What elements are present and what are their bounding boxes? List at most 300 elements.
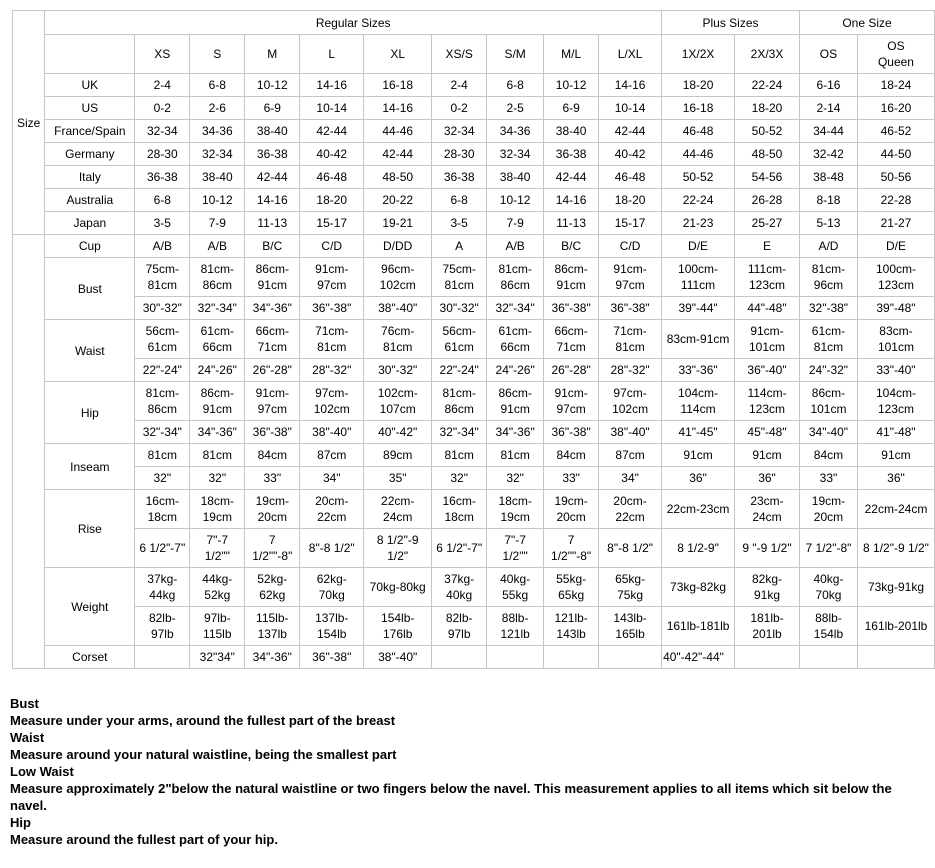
group-header-plus-sizes: Plus Sizes [662, 11, 800, 35]
size-value-cell: 15-17 [300, 212, 364, 235]
size-value-cell: 38-40 [190, 166, 245, 189]
size-value-cell: 2-4 [135, 74, 190, 97]
size-value-cell: 40-42 [300, 143, 364, 166]
metric-value-cell: 84cm [245, 444, 300, 467]
size-value-cell: 21-27 [857, 212, 934, 235]
imperial-value-cell: 7"-7 1/2"" [487, 529, 544, 568]
size-column-header: L/XL [599, 35, 662, 74]
metric-value-cell: 100cm-123cm [857, 258, 934, 297]
size-value-cell: 14-16 [544, 189, 599, 212]
imperial-value-cell: 32"-34" [190, 297, 245, 320]
size-value-cell: 14-16 [300, 74, 364, 97]
imperial-value-cell: 32" [487, 467, 544, 490]
metric-value-cell: 83cm-91cm [662, 320, 735, 359]
size-value-cell: 28-30 [135, 143, 190, 166]
size-value-cell: 54-56 [735, 166, 800, 189]
table-row [13, 359, 935, 382]
metric-value-cell: 23cm-24cm [735, 490, 800, 529]
table-row [13, 297, 935, 320]
imperial-value-cell: 36"-38" [599, 297, 662, 320]
metric-value-cell: 89cm [364, 444, 432, 467]
imperial-value-cell: 34"-36" [487, 421, 544, 444]
table-row [13, 258, 935, 297]
size-value-cell: 42-44 [599, 120, 662, 143]
size-value-cell: 34-44 [799, 120, 857, 143]
imperial-value-cell: 32"-38" [799, 297, 857, 320]
metric-value-cell: 61cm-66cm [487, 320, 544, 359]
size-value-cell: 5-13 [799, 212, 857, 235]
imperial-value-cell: 32"-34" [135, 421, 190, 444]
size-column-header: S/M [487, 35, 544, 74]
row-label-rise: Rise [45, 490, 135, 568]
table-row [13, 35, 935, 74]
size-value-cell: 46-52 [857, 120, 934, 143]
corset-value-cell [432, 646, 487, 669]
imperial-value-cell: 44"-48" [735, 297, 800, 320]
imperial-value-cell: 26"-28" [544, 359, 599, 382]
size-value-cell: 25-27 [735, 212, 800, 235]
size-chart-table [12, 10, 935, 669]
imperial-value-cell: 115lb-137lb [245, 607, 300, 646]
metric-value-cell: 52kg-62kg [245, 568, 300, 607]
row-label-hip: Hip [45, 382, 135, 444]
row-label-corset: Corset [45, 646, 135, 669]
imperial-value-cell: 82lb-97lb [135, 607, 190, 646]
size-value-cell: 6-16 [799, 74, 857, 97]
size-value-cell: 22-24 [662, 189, 735, 212]
imperial-value-cell: 9 "-9 1/2" [735, 529, 800, 568]
imperial-value-cell: 35" [364, 467, 432, 490]
cup-value-cell: A [432, 235, 487, 258]
corset-value-cell: 32"34" [190, 646, 245, 669]
imperial-value-cell: 45"-48" [735, 421, 800, 444]
imperial-value-cell: 34"-36" [190, 421, 245, 444]
metric-value-cell: 19cm-20cm [245, 490, 300, 529]
metric-value-cell: 91cm-97cm [599, 258, 662, 297]
size-value-cell: 0-2 [135, 97, 190, 120]
metric-value-cell: 18cm-19cm [487, 490, 544, 529]
metric-value-cell: 65kg-75kg [599, 568, 662, 607]
metric-value-cell: 81cm-86cm [432, 382, 487, 421]
metric-value-cell: 37kg-40kg [432, 568, 487, 607]
size-value-cell: 11-13 [245, 212, 300, 235]
metric-value-cell: 66cm-71cm [544, 320, 599, 359]
country-label: UK [45, 74, 135, 97]
imperial-value-cell: 26"-28" [245, 359, 300, 382]
metric-value-cell: 16cm-18cm [432, 490, 487, 529]
metric-value-cell: 44kg-52kg [190, 568, 245, 607]
table-row [13, 529, 935, 568]
cup-value-cell: A/B [135, 235, 190, 258]
size-value-cell: 6-8 [432, 189, 487, 212]
imperial-value-cell: 39"-44" [662, 297, 735, 320]
imperial-value-cell: 6 1/2"-7" [432, 529, 487, 568]
size-value-cell: 32-34 [135, 120, 190, 143]
cup-value-cell: B/C [245, 235, 300, 258]
table-row [13, 74, 935, 97]
imperial-value-cell: 32"-34" [432, 421, 487, 444]
metric-value-cell: 86cm-91cm [544, 258, 599, 297]
imperial-value-cell: 6 1/2"-7" [135, 529, 190, 568]
size-chart-body [13, 11, 935, 669]
side-blank-cell [13, 235, 45, 669]
metric-value-cell: 56cm-61cm [135, 320, 190, 359]
metric-value-cell: 86cm-91cm [245, 258, 300, 297]
cup-value-cell: A/D [799, 235, 857, 258]
size-value-cell: 50-52 [662, 166, 735, 189]
size-value-cell: 10-12 [245, 74, 300, 97]
size-value-cell: 18-20 [599, 189, 662, 212]
size-value-cell: 42-44 [245, 166, 300, 189]
imperial-value-cell: 41"-45" [662, 421, 735, 444]
table-row [13, 120, 935, 143]
size-value-cell: 38-40 [245, 120, 300, 143]
cup-value-cell: A/B [190, 235, 245, 258]
table-row [13, 212, 935, 235]
imperial-value-cell: 28"-32" [599, 359, 662, 382]
imperial-value-cell: 88lb-154lb [799, 607, 857, 646]
corset-value-cell: 34"-36" [245, 646, 300, 669]
imperial-value-cell: 154lb-176lb [364, 607, 432, 646]
metric-value-cell: 73kg-91kg [857, 568, 934, 607]
metric-value-cell: 81cm-86cm [487, 258, 544, 297]
corset-value-cell [735, 646, 800, 669]
country-label: Australia [45, 189, 135, 212]
metric-value-cell: 91cm-101cm [735, 320, 800, 359]
metric-value-cell: 97cm-102cm [300, 382, 364, 421]
size-value-cell: 14-16 [245, 189, 300, 212]
corset-value-cell [799, 646, 857, 669]
size-value-cell: 10-14 [300, 97, 364, 120]
table-row [13, 382, 935, 421]
size-value-cell: 10-12 [544, 74, 599, 97]
metric-value-cell: 76cm-81cm [364, 320, 432, 359]
imperial-value-cell: 181lb-201lb [735, 607, 800, 646]
metric-value-cell: 16cm-18cm [135, 490, 190, 529]
size-value-cell: 6-8 [190, 74, 245, 97]
table-row [13, 646, 935, 669]
table-row [13, 568, 935, 607]
corset-value-cell: 38"-40" [364, 646, 432, 669]
note-definition: Measure around your natural waistline, being the smallest part [10, 747, 397, 762]
size-value-cell: 11-13 [544, 212, 599, 235]
cup-value-cell: B/C [544, 235, 599, 258]
imperial-value-cell: 7 1/2"-8" [799, 529, 857, 568]
metric-value-cell: 20cm-22cm [300, 490, 364, 529]
metric-value-cell: 84cm [799, 444, 857, 467]
group-header-one-size: One Size [799, 11, 934, 35]
metric-value-cell: 86cm-91cm [487, 382, 544, 421]
metric-value-cell: 40kg-70kg [799, 568, 857, 607]
imperial-value-cell: 121lb-143lb [544, 607, 599, 646]
imperial-value-cell: 8"-8 1/2" [599, 529, 662, 568]
size-column-header: XL [364, 35, 432, 74]
metric-value-cell: 66cm-71cm [245, 320, 300, 359]
cup-value-cell: A/B [487, 235, 544, 258]
row-label-waist: Waist [45, 320, 135, 382]
note-term: Low Waist [10, 764, 74, 779]
size-value-cell: 32-34 [487, 143, 544, 166]
size-value-cell: 36-38 [245, 143, 300, 166]
size-value-cell: 14-16 [599, 74, 662, 97]
metric-value-cell: 104cm-114cm [662, 382, 735, 421]
country-label: Italy [45, 166, 135, 189]
size-value-cell: 2-4 [432, 74, 487, 97]
metric-value-cell: 91cm-97cm [245, 382, 300, 421]
size-value-cell: 18-24 [857, 74, 934, 97]
size-value-cell: 42-44 [364, 143, 432, 166]
imperial-value-cell: 33" [799, 467, 857, 490]
imperial-value-cell: 36"-38" [544, 421, 599, 444]
imperial-value-cell: 8 1/2"-9 1/2" [364, 529, 432, 568]
corset-value-cell [544, 646, 599, 669]
metric-value-cell: 40kg-55kg [487, 568, 544, 607]
size-value-cell: 38-48 [799, 166, 857, 189]
imperial-value-cell: 161lb-201lb [857, 607, 934, 646]
size-value-cell: 2-14 [799, 97, 857, 120]
metric-value-cell: 70kg-80kg [364, 568, 432, 607]
size-value-cell: 6-9 [245, 97, 300, 120]
imperial-value-cell: 34"-40" [799, 421, 857, 444]
size-column-header: XS/S [432, 35, 487, 74]
note-definition: Measure under your arms, around the fullest part of the breast [10, 713, 396, 728]
metric-value-cell: 97cm-102cm [599, 382, 662, 421]
cup-value-cell: D/DD [364, 235, 432, 258]
note-definition: Measure around the fullest part of your hip. [10, 832, 278, 847]
corset-value-cell [135, 646, 190, 669]
size-value-cell: 20-22 [364, 189, 432, 212]
note-definition: Measure approximately 2"below the natural waistline or two fingers below the navel. This measurement applies to all items which sit below the navel. [10, 781, 892, 813]
metric-value-cell: 81cm [190, 444, 245, 467]
metric-value-cell: 87cm [300, 444, 364, 467]
imperial-value-cell: 34" [300, 467, 364, 490]
metric-value-cell: 84cm [544, 444, 599, 467]
imperial-value-cell: 38"-40" [300, 421, 364, 444]
imperial-value-cell: 30"-32" [432, 297, 487, 320]
cup-value-cell: D/E [662, 235, 735, 258]
country-label: France/Spain [45, 120, 135, 143]
metric-value-cell: 114cm-123cm [735, 382, 800, 421]
imperial-value-cell: 24"-32" [799, 359, 857, 382]
imperial-value-cell: 161lb-181lb [662, 607, 735, 646]
metric-value-cell: 19cm-20cm [544, 490, 599, 529]
size-value-cell: 46-48 [662, 120, 735, 143]
row-label-inseam: Inseam [45, 444, 135, 490]
size-value-cell: 40-42 [599, 143, 662, 166]
imperial-value-cell: 33" [544, 467, 599, 490]
size-column-header: M/L [544, 35, 599, 74]
metric-value-cell: 73kg-82kg [662, 568, 735, 607]
metric-value-cell: 91cm [857, 444, 934, 467]
imperial-value-cell: 39"-48" [857, 297, 934, 320]
corset-value-cell: 36"-38" [300, 646, 364, 669]
imperial-value-cell: 143lb-165lb [599, 607, 662, 646]
size-column-header: S [190, 35, 245, 74]
size-column-header: 2X/3X [735, 35, 800, 74]
size-value-cell: 3-5 [432, 212, 487, 235]
size-value-cell: 10-14 [599, 97, 662, 120]
row-label-bust: Bust [45, 258, 135, 320]
imperial-value-cell: 38"-40" [599, 421, 662, 444]
size-value-cell: 48-50 [735, 143, 800, 166]
size-column-header: M [245, 35, 300, 74]
imperial-value-cell: 97lb-115lb [190, 607, 245, 646]
table-row [13, 143, 935, 166]
country-label: US [45, 97, 135, 120]
size-value-cell: 18-20 [662, 74, 735, 97]
imperial-value-cell: 30"-32" [364, 359, 432, 382]
metric-value-cell: 18cm-19cm [190, 490, 245, 529]
metric-value-cell: 61cm-66cm [190, 320, 245, 359]
imperial-value-cell: 33" [245, 467, 300, 490]
metric-value-cell: 83cm-101cm [857, 320, 934, 359]
note-term: Bust [10, 696, 39, 711]
table-row [13, 189, 935, 212]
corner-label-size: Size [13, 11, 45, 235]
imperial-value-cell: 7 1/2""-8" [544, 529, 599, 568]
size-value-cell: 44-50 [857, 143, 934, 166]
size-value-cell: 16-20 [857, 97, 934, 120]
size-value-cell: 10-12 [190, 189, 245, 212]
size-value-cell: 26-28 [735, 189, 800, 212]
metric-value-cell: 56cm-61cm [432, 320, 487, 359]
blank-header-cell [45, 35, 135, 74]
corset-value-cell [599, 646, 662, 669]
size-value-cell: 34-36 [190, 120, 245, 143]
table-row [13, 235, 935, 258]
table-row [13, 11, 935, 35]
imperial-value-cell: 38"-40" [364, 297, 432, 320]
metric-value-cell: 62kg-70kg [300, 568, 364, 607]
size-value-cell: 32-42 [799, 143, 857, 166]
corset-value-cell [487, 646, 544, 669]
size-value-cell: 6-8 [487, 74, 544, 97]
note-term: Hip [10, 815, 31, 830]
metric-value-cell: 81cm [487, 444, 544, 467]
size-value-cell: 36-38 [544, 143, 599, 166]
size-value-cell: 2-6 [190, 97, 245, 120]
metric-value-cell: 75cm-81cm [135, 258, 190, 297]
size-value-cell: 18-20 [300, 189, 364, 212]
metric-value-cell: 86cm-101cm [799, 382, 857, 421]
imperial-value-cell: 137lb-154lb [300, 607, 364, 646]
table-row [13, 320, 935, 359]
cup-value-cell: C/D [300, 235, 364, 258]
size-value-cell: 50-52 [735, 120, 800, 143]
imperial-value-cell: 32" [190, 467, 245, 490]
metric-value-cell: 96cm-102cm [364, 258, 432, 297]
size-column-header: OS [799, 35, 857, 74]
imperial-value-cell: 40"-42" [364, 421, 432, 444]
metric-value-cell: 82kg-91kg [735, 568, 800, 607]
metric-value-cell: 81cm [432, 444, 487, 467]
imperial-value-cell: 36"-38" [245, 421, 300, 444]
country-label: Japan [45, 212, 135, 235]
imperial-value-cell: 24"-26" [190, 359, 245, 382]
size-column-header: OS Queen [857, 35, 934, 74]
country-label: Germany [45, 143, 135, 166]
table-row [13, 467, 935, 490]
corset-value-cell: 40"-42"-44" [662, 646, 735, 669]
metric-value-cell: 81cm [135, 444, 190, 467]
imperial-value-cell: 34" [599, 467, 662, 490]
group-header-regular-sizes: Regular Sizes [45, 11, 662, 35]
size-value-cell: 18-20 [735, 97, 800, 120]
metric-value-cell: 111cm-123cm [735, 258, 800, 297]
imperial-value-cell: 88lb-121lb [487, 607, 544, 646]
imperial-value-cell: 22"-24" [432, 359, 487, 382]
size-value-cell: 6-9 [544, 97, 599, 120]
size-value-cell: 38-40 [544, 120, 599, 143]
size-value-cell: 44-46 [364, 120, 432, 143]
metric-value-cell: 100cm-111cm [662, 258, 735, 297]
imperial-value-cell: 36"-38" [544, 297, 599, 320]
size-value-cell: 28-30 [432, 143, 487, 166]
imperial-value-cell: 36" [857, 467, 934, 490]
metric-value-cell: 20cm-22cm [599, 490, 662, 529]
cup-value-cell: E [735, 235, 800, 258]
metric-value-cell: 75cm-81cm [432, 258, 487, 297]
size-value-cell: 8-18 [799, 189, 857, 212]
cup-value-cell: C/D [599, 235, 662, 258]
size-value-cell: 46-48 [300, 166, 364, 189]
metric-value-cell: 81cm-86cm [190, 258, 245, 297]
imperial-value-cell: 24"-26" [487, 359, 544, 382]
metric-value-cell: 61cm-81cm [799, 320, 857, 359]
imperial-value-cell: 28"-32" [300, 359, 364, 382]
metric-value-cell: 22cm-23cm [662, 490, 735, 529]
imperial-value-cell: 8"-8 1/2" [300, 529, 364, 568]
size-value-cell: 0-2 [432, 97, 487, 120]
size-value-cell: 16-18 [662, 97, 735, 120]
size-value-cell: 46-48 [599, 166, 662, 189]
corset-value-cell [857, 646, 934, 669]
size-value-cell: 34-36 [487, 120, 544, 143]
imperial-value-cell: 82lb-97lb [432, 607, 487, 646]
size-value-cell: 14-16 [364, 97, 432, 120]
metric-value-cell: 91cm [735, 444, 800, 467]
metric-value-cell: 86cm-91cm [190, 382, 245, 421]
imperial-value-cell: 36" [662, 467, 735, 490]
imperial-value-cell: 32"-34" [487, 297, 544, 320]
metric-value-cell: 71cm-81cm [300, 320, 364, 359]
imperial-value-cell: 30"-32" [135, 297, 190, 320]
size-value-cell: 22-24 [735, 74, 800, 97]
imperial-value-cell: 36" [735, 467, 800, 490]
imperial-value-cell: 8 1/2"-9 1/2" [857, 529, 934, 568]
size-value-cell: 32-34 [432, 120, 487, 143]
table-row [13, 97, 935, 120]
imperial-value-cell: 33"-36" [662, 359, 735, 382]
metric-value-cell: 102cm-107cm [364, 382, 432, 421]
metric-value-cell: 22cm-24cm [364, 490, 432, 529]
metric-value-cell: 87cm [599, 444, 662, 467]
imperial-value-cell: 34"-36" [245, 297, 300, 320]
size-value-cell: 7-9 [487, 212, 544, 235]
note-term: Waist [10, 730, 45, 745]
imperial-value-cell: 41"-48" [857, 421, 934, 444]
size-value-cell: 36-38 [135, 166, 190, 189]
metric-value-cell: 37kg-44kg [135, 568, 190, 607]
metric-value-cell: 104cm-123cm [857, 382, 934, 421]
size-value-cell: 2-5 [487, 97, 544, 120]
metric-value-cell: 81cm-86cm [135, 382, 190, 421]
table-row [13, 421, 935, 444]
measurement-notes [10, 695, 932, 848]
size-column-header: 1X/2X [662, 35, 735, 74]
size-value-cell: 3-5 [135, 212, 190, 235]
table-row [13, 166, 935, 189]
